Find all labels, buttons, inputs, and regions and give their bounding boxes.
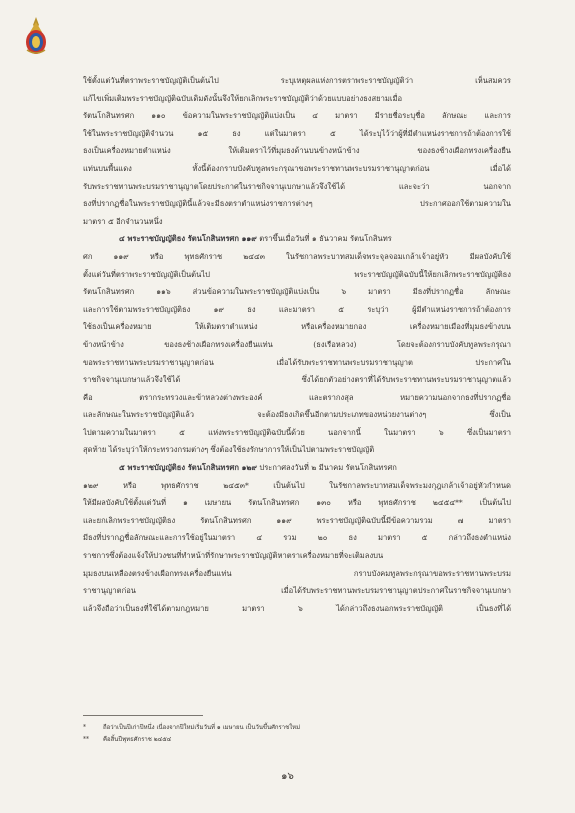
text-line: รัตนโกสินทรศก ๑๑๐ ข้อความในพระราชบัญญัติแบ่งเป็น ๔ มาตรา มีรายชื่อระบุชื่อ ลักษณะ และการ — [83, 111, 511, 121]
text-line: แล้วจึงถือว่าเป็นธงที่ใช้ได้ตามกฎหมาย มาตรา ๖ ได้กล่าวถึงธงนอกพระราชบัญญัติ เป็นธงที่ได้ — [83, 603, 511, 613]
text-span: ประกาศลงวันที่ ๒ มีนาคม รัตนโกสินทรศก — [256, 463, 397, 473]
text-line: คือ ตรากระทรวงและข้าหลวงต่างพระองค์ และตรากงสุล หมายความนอกจากธงที่ปรากฏชื่อ — [83, 392, 511, 402]
document-body — [83, 72, 511, 617]
footnote-mark: * — [83, 724, 86, 731]
text-line: และการใช้ตามพระราชบัญญัติธง ๑๙ ธง และมาตรา ๕ ระบุว่า ผู้มีตำแหน่งราชการถ้าต้องการ — [83, 304, 511, 314]
text-line: ธงที่ปรากฏชื่อในพระราชบัญญัตินี้แล้วจะมีธงตราตำแหน่งราชการต่างๆ ประกาศออกใช้ตามความใน — [83, 199, 511, 209]
text-line: ให้มีผลบังคับใช้ตั้งแต่วันที่ ๑ เมษายน รัตนโกสินทรศก ๑๓๐ หรือ พุทธศักราช ๒๔๕๔** เป็นต้นไป — [83, 498, 511, 508]
text-line: ตั้งแต่วันที่ตราพระราชบัญญัติเป็นต้นไป พระราชบัญญัติฉบับนี้ให้ยกเลิกพระราชบัญญัติธง — [83, 269, 511, 279]
footnote-mark: ** — [83, 736, 89, 743]
text-line: ราชกิจจานุเบกษาแล้วจึงใช้ได้ ซึ่งได้ยกตัวอย่างตราที่ได้รับพระราชทานพระบรมราชานุญาตแล้ว — [83, 375, 511, 385]
royal-emblem-icon — [22, 16, 50, 56]
text-line: ใช้ธงเป็นเครื่องหมาย ให้เติมตราตำแหน่ง หรือเครื่องหมายกอง เครื่องหมายเมืองที่มุมธงข้างบน — [83, 322, 511, 332]
text-line: ๑๒๙ หรือ พุทธศักราช ๒๔๕๓* เป็นต้นไป ในรัชกาลพระบาทสมเด็จพระมงกุฎเกล้าเจ้าอยู่หัวกำหนด — [83, 480, 511, 490]
section-heading: ๕ พระราชบัญญัติธง รัตนโกสินทรศก ๑๒๙ — [119, 463, 257, 473]
page-number: ๑๖ — [281, 771, 294, 782]
paragraph-3 — [83, 459, 511, 617]
text-line: และลักษณะในพระราชบัญญัติแล้ว จะต้องมีธงเกิดขึ้นอีกตามประเภทของหน่วยงานต่างๆ ซึ่งเป็น — [83, 410, 511, 420]
text-line: ราชานุญาตก่อน เมื่อได้รับพระราชทานพระบรมราชานุญาตประกาศในราชกิจจานุเบกษา — [83, 586, 511, 596]
paragraph-1 — [83, 72, 511, 230]
text-line: ข้างหน้าข้าง ของธงช้างเผือกทรงเครื่องยืนแท่น (ธงเรือหลวง) โดยจะต้องกราบบังคับทูลพระกรุณา — [83, 339, 511, 349]
text-line: ไปตามความในมาตรา ๕ แห่งพระราชบัญญัติฉบับนี้ด้วย นอกจากนี้ ในมาตรา ๖ ซึ่งเป็นมาตรา — [83, 427, 511, 437]
footnote — [83, 722, 511, 734]
text-line: มีธงที่ปรากฏชื่อลักษณะและการใช้อยู่ในมาตรา ๔ รวม ๒๐ ธง มาตรา ๕ กล่าวถึงธงตำแหน่ง — [83, 533, 511, 543]
section-heading: ๔ พระราชบัญญัติธง รัตนโกสินทรศก ๑๑๙ — [119, 234, 257, 244]
text-line: รับพระราชทานพระบรมราชานุญาตโดยประกาศในราชกิจจานุเบกษาแล้วจึงใช้ได้ และจะว่า นอกจาก — [83, 181, 511, 191]
footnote-divider — [83, 715, 203, 716]
footnote — [83, 734, 511, 746]
text-line: แท่นบนพื้นแดง ทั้งนี้ต้องกราบบังคับทูลพระกรุณาขอพระราชทานพระบรมราชานุญาตก่อน เมื่อได้ — [83, 163, 511, 173]
text-line — [83, 230, 511, 248]
text-line: ขอพระราชทานพระบรมราชานุญาตก่อน เมื่อได้รับพระราชทานพระบรมราชานุญาต ประกาศใน — [83, 357, 511, 367]
text-line: ใช้ในพระราชบัญญัติจำนวน ๑๕ ธง แต่ในมาตรา ๕ ได้ระบุไว้ว่าผู้ที่มีตำแหน่งราชการถ้าต้องการใช้ — [83, 128, 511, 138]
footnotes — [83, 722, 511, 746]
text-line: แก้ไขเพิ่มเติมพระราชบัญญัติฉบับเดิมดังนั้นจึงให้ยกเลิกพระราชบัญญัติว่าด้วยแบบอย่างธงสยามเมื่อ — [83, 93, 403, 103]
text-line: ใช้ตั้งแต่วันที่ตราพระราชบัญญัติเป็นต้นไป ระบุเหตุผลแห่งการตราพระราชบัญญัติว่า เห็นสมควร — [83, 76, 511, 85]
text-line: มาตรา ๕ อีกจำนวนหนึ่ง — [83, 216, 163, 226]
text-line: ศก ๑๑๙ หรือ พุทธศักราช ๒๔๔๓ ในรัชกาลพระบาทสมเด็จพระจุลจอมเกล้าเจ้าอยู่หัว มีผลบังคับใช้ — [83, 251, 511, 261]
footnote-text: ถือว่าเป็นปีเก่าปีหนึ่ง เนื่องจากปีใหม่เริ่มวันที่ ๑ เมษายน เป็นวันขึ้นศักราชใหม่ — [103, 724, 301, 731]
text-line: ราชการซึ่งต้องแจ้งให้ปวงชนที่ทำหน้าที่รักษาพระราชบัญญัติหาตราเครื่องหมายที่จะเติมลงบน — [83, 551, 384, 561]
text-span: ตราขึ้นเมื่อวันที่ ๑ ธันวาคม รัตนโกสินทร — [256, 234, 392, 244]
text-line: มุมธงบนเหลืองตรงข้างเผือกทรงเครื่องยืนแท่น กราบบังคมทูลพระกรุณาขอพระราชทานพระบรม — [83, 568, 511, 578]
text-line: และยกเลิกพระราชบัญญัติธง รัตนโกสินทรศก ๑๑๙ พระราชบัญญัติฉบับนี้มีข้อความรวม ๗ มาตรา — [83, 515, 511, 525]
text-line: ธงเป็นเครื่องหมายตำแหน่ง ให้เติมตราไว้ที่มุมธงด้านบนข้างหน้าข้าง ของธงช้างเผือกทรงเครื่องยืน — [83, 146, 511, 156]
text-line — [83, 459, 511, 477]
paragraph-2 — [83, 230, 511, 459]
footnote-text: คือสิ้นปีพุทธศักราช ๒๔๕๔ — [103, 736, 172, 743]
text-line: สุดท้าย ได้ระบุว่าให้กระทรวงกรมต่างๆ ซึ่งต้องใช้ธงรักษาการให้เป็นไปตามพระราชบัญญัติ — [83, 445, 375, 455]
text-line: รัตนโกสินทรศก ๑๑๖ ส่วนข้อความในพระราชบัญญัติแบ่งเป็น ๖ มาตรา มีธงที่ปรากฏชื่อ ลักษณะ — [83, 287, 511, 297]
